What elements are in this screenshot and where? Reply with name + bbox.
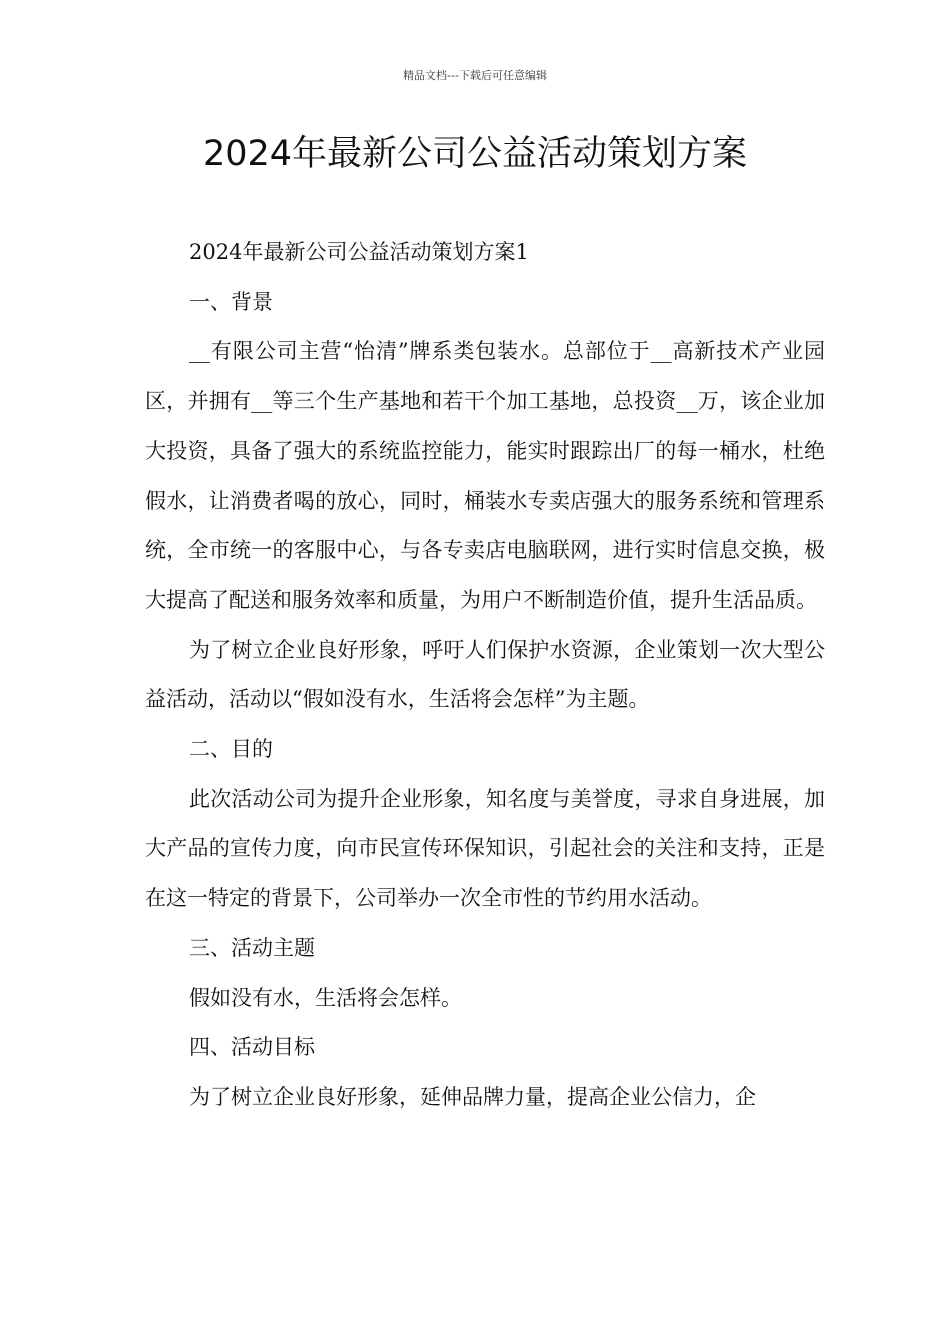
document-body bbox=[145, 228, 825, 1123]
body-paragraph: 为了树立企业良好形象，延伸品牌力量，提高企业公信力，企 bbox=[189, 1084, 756, 1109]
section-heading-goal: 四、活动目标 bbox=[189, 1035, 315, 1060]
body-paragraph: 假如没有水，生活将会怎样。 bbox=[189, 985, 462, 1010]
section-heading-theme: 三、活动主题 bbox=[189, 935, 315, 960]
subtitle-paragraph: 2024年最新公司公益活动策划方案1 bbox=[189, 240, 529, 264]
document-title: 2024年最新公司公益活动策划方案 bbox=[202, 134, 748, 174]
section-heading-background: 一、背景 bbox=[189, 289, 273, 314]
section-heading-purpose: 二、目的 bbox=[189, 737, 273, 762]
header-note: 精品文档---下载后可任意编辑 bbox=[403, 69, 547, 82]
body-paragraph: 此次活动公司为提升企业形象，知名度与美誉度，寻求自身进展，加大产品的宣传力度，向市民宣传环保知识，引起社会的关注和支持，正是在这一特定的背景下，公司举办一次全市性的节约用水活动。 bbox=[145, 786, 825, 911]
body-paragraph: 为了树立企业良好形象，呼吁人们保护水资源，企业策划一次大型公益活动，活动以“假如没有水，生活将会怎样”为主题。 bbox=[145, 637, 825, 712]
body-paragraph: __有限公司主营“怡清”牌系类包装水。总部位于__高新技术产业园区，并拥有__等三个生产基地和若干个加工基地，总投资__万，该企业加大投资，具备了强大的系统监控能力，能实时跟踪出厂的每一桶水，杜绝假水，让消费者喝的放心，同时，桶装水专卖店强大的服务系统和管理系统，全市统一的客服中心，与各专卖店电脑联网，进行实时信息交换，极大提高了配送和服务效率和质量，为用户不断制造价值，提升生活品质。 bbox=[145, 339, 825, 612]
